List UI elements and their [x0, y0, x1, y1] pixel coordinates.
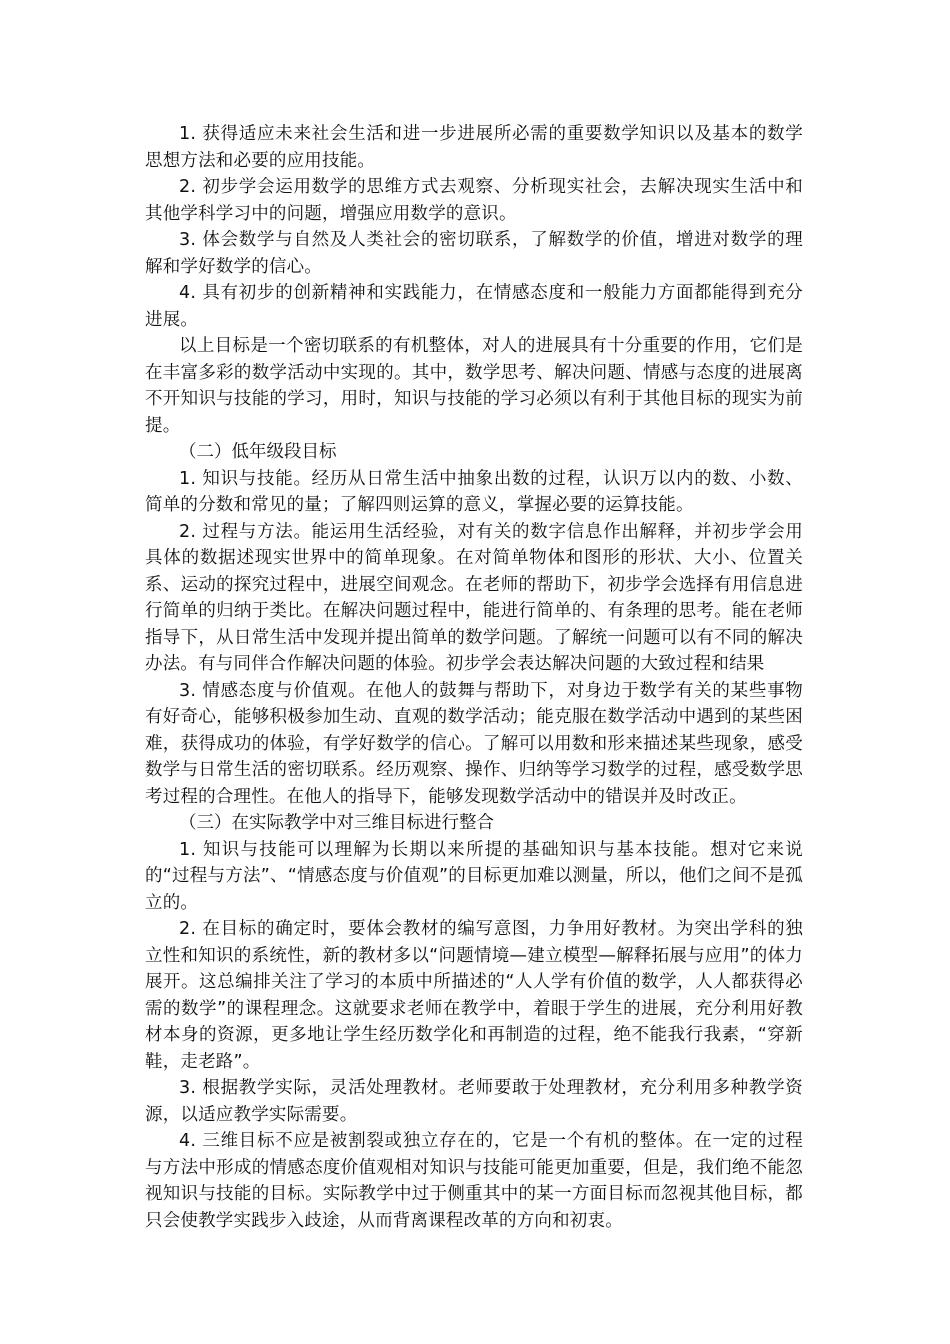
integration-paragraph-4: 4. 三维目标不应是被割裂或独立存在的，它是一个有机的整体。在一定的过程与方法中形成的情感态度价值观相对知识与技能可能更加重要，但是，我们绝不能忽视知识与技能的目标。实际教学中过于侧重其中的某一方面目标而忽视其他目标，都只会使教学实践步入歧途，从而背离课程改革的方向和初衷。	[145, 1131, 803, 1231]
integration-paragraph-2: 2. 在目标的确定时，要体会教材的编写意图，力争用好教材。为突出学科的独立性和知识的系统性，新的教材多以“问题情境—建立模型—解释拓展与应用”的体力展开。这总编排关注了学习的本质中所描述的“人人学有价值的数学，人人都获得必需的数学”的课程理念。这就要求老师在教学中，着眼于学生的进展，充分利用好教材本身的资源，更多地让学生经历数学化和再制造的过程，绝不能我行我素，“穿新鞋，走老路”。	[145, 919, 803, 1072]
goal-paragraph-4: 4. 具有初步的创新精神和实践能力，在情感态度和一般能力方面都能得到充分进展。	[145, 283, 803, 330]
goal-paragraph-3: 3. 体会数学与自然及人类社会的密切联系，了解数学的价值，增进对数学的理解和学好数学的信心。	[145, 230, 803, 277]
section-heading-2: （二）低年级段目标	[179, 442, 337, 462]
summary-paragraph: 以上目标是一个密切联系的有机整体，对人的进展具有十分重要的作用，它们是在丰富多彩的数学活动中实现的。其中，数学思考、解决问题、情感与态度的进展离不开知识与技能的学习，用时，知识与技能的学习必须以有利于其他目标的现实为前提。	[145, 336, 803, 436]
low-grade-goal-2: 2. 过程与方法。能运用生活经验，对有关的数字信息作出解释，并初步学会用具体的数据述现实世界中的简单现象。在对简单物体和图形的形状、大小、位置关系、运动的探究过程中，进展空间观念。在老师的帮助下，初步学会选择有用信息进行简单的归纳于类比。在解决问题过程中，能进行简单的、有条理的思考。能在老师指导下，从日常生活中发现并提出简单的数学问题。了解统一问题可以有不同的解决办法。有与同伴合作解决问题的体验。初步学会表达解决问题的大致过程和结果	[145, 521, 803, 674]
section-heading-3: （三）在实际教学中对三维目标进行整合	[179, 813, 494, 833]
goal-paragraph-2: 2. 初步学会运用数学的思维方式去观察、分析现实社会，去解决现实生活中和其他学科学习中的问题，增强应用数学的意识。	[145, 177, 803, 224]
low-grade-goal-3: 3. 情感态度与价值观。在他人的鼓舞与帮助下，对身边于数学有关的某些事物有好奇心，能够积极参加生动、直观的数学活动；能克服在数学活动中遇到的某些困难，获得成功的体验，有学好数学的信心。了解可以用数和形来描述某些现象，感受数学与日常生活的密切联系。经历观察、操作、归纳等学习数学的过程，感受数学思考过程的合理性。在他人的指导下，能够发现数学活动中的错误并及时改正。	[145, 680, 803, 807]
integration-paragraph-3: 3. 根据教学实际，灵活处理教材。老师要敢于处理教材，充分利用多种教学资源，以适应教学实际需要。	[145, 1078, 803, 1125]
integration-paragraph-1: 1. 知识与技能可以理解为长期以来所提的基础知识与基本技能。想对它来说的“过程与方法”、“情感态度与价值观”的目标更加难以测量，所以，他们之间不是孤立的。	[145, 839, 803, 913]
document-body	[145, 121, 803, 1234]
low-grade-goal-1: 1. 知识与技能。经历从日常生活中抽象出数的过程，认识万以内的数、小数、简单的分数和常见的量；了解四则运算的意义，掌握必要的运算技能。	[145, 468, 803, 515]
goal-paragraph-1: 1. 获得适应未来社会生活和进一步进展所必需的重要数学知识以及基本的数学思想方法和必要的应用技能。	[145, 124, 803, 171]
